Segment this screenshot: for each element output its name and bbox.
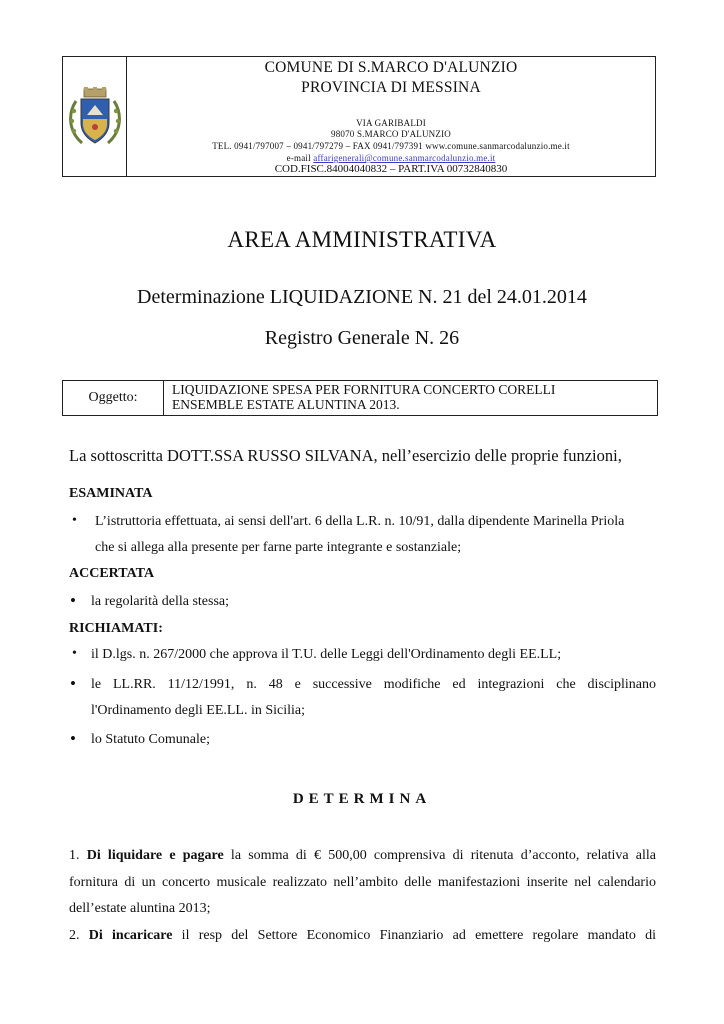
bullet-icon: •	[72, 513, 77, 528]
richiamati-item-2-line-2: l'Ordinamento degli EE.LL. in Sicilia;	[91, 703, 306, 718]
subject-line-1: LIQUIDAZIONE SPESA PER FORNITURA CONCERTO CORELLI	[172, 382, 556, 397]
letterhead-box	[62, 56, 656, 177]
bullet-icon: •	[70, 674, 76, 693]
paragraph-1-bold: Di liquidare e pagare	[86, 848, 224, 863]
email-line	[127, 153, 655, 163]
esaminata-heading: ESAMINATA	[69, 486, 153, 501]
email-prefix: e-mail	[286, 153, 314, 163]
paragraph-1-number: 1.	[69, 848, 80, 863]
bullet-icon: •	[70, 591, 76, 610]
comune-name: COMUNE DI S.MARCO D'ALUNZIO	[264, 59, 518, 76]
richiamati-item-3: lo Statuto Comunale;	[91, 732, 210, 747]
richiamati-item-1: il D.lgs. n. 267/2000 che approva il T.U. delle Leggi dell'Ordinamento degli EE.LL;	[91, 647, 562, 662]
paragraph-1-rest: la somma di € 500,00 comprensiva di ritenuta d’acconto, relativa alla	[223, 848, 656, 863]
letterhead-text	[127, 57, 655, 176]
subject-line-2: ENSEMBLE ESTATE ALUNTINA 2013.	[172, 397, 400, 412]
logo-cell	[63, 57, 127, 176]
esaminata-item-line-2: che si allega alla presente per farne parte integrante e sostanziale;	[95, 540, 462, 555]
intro-paragraph: La sottoscritta DOTT.SSA RUSSO SILVANA, nell’esercizio delle proprie funzioni,	[69, 446, 622, 465]
richiamati-heading: RICHIAMATI:	[69, 621, 163, 636]
registry-number: Registro Generale N. 26	[264, 327, 460, 349]
paragraph-1-line-3: dell’estate aluntina 2013;	[69, 901, 211, 916]
richiamati-item-2-line-1: le LL.RR. 11/12/1991, n. 48 e successive modifiche ed integrazioni che disciplinano	[91, 677, 656, 692]
phone-fax-web: TEL. 0941/797007 – 0941/797279 – FAX 0941/797391 www.comune.sanmarcodalunzio.me.it	[212, 141, 570, 151]
bullet-icon: •	[70, 729, 76, 748]
paragraph-2-number: 2.	[69, 928, 80, 943]
accertata-heading: ACCERTATA	[69, 566, 155, 581]
bullet-icon: •	[72, 646, 77, 661]
determination-title: Determinazione LIQUIDAZIONE N. 21 del 24.01.2014	[137, 286, 587, 308]
paragraph-2-line-1	[69, 928, 656, 944]
paragraph-2-rest: il resp del Settore Economico Finanziario ad emettere regolare mandato di	[172, 928, 657, 943]
email-link[interactable]: affarigenerali@comune.sanmarcodalunzio.me.it	[313, 153, 496, 163]
provincia-name: PROVINCIA DI MESSINA	[301, 79, 481, 96]
paragraph-1-line-1	[69, 848, 656, 864]
paragraph-2-bold: Di incaricare	[88, 928, 173, 943]
subject-box	[62, 380, 658, 416]
address-city: 98070 S.MARCO D'ALUNZIO	[331, 129, 451, 139]
determina-heading: DETERMINA	[292, 791, 432, 807]
subject-label: Oggetto:	[63, 381, 164, 415]
address-street: VIA GARIBALDI	[356, 118, 426, 128]
esaminata-item-line-1: L’istruttoria effettuata, ai sensi dell'art. 6 della L.R. n. 10/91, dalla dipendente Marinella Priola	[95, 514, 625, 529]
subject-text	[172, 382, 652, 412]
accertata-item: la regolarità della stessa;	[91, 594, 229, 609]
coat-of-arms-icon	[66, 87, 124, 149]
tax-codes: COD.FISC.84004040832 – PART.IVA 00732840830	[274, 163, 508, 175]
area-title: AREA AMMINISTRATIVA	[227, 227, 497, 252]
paragraph-1-line-2: fornitura di un concerto musicale realizzato nell’ambito delle manifestazioni inserite nel calendario	[69, 875, 656, 890]
